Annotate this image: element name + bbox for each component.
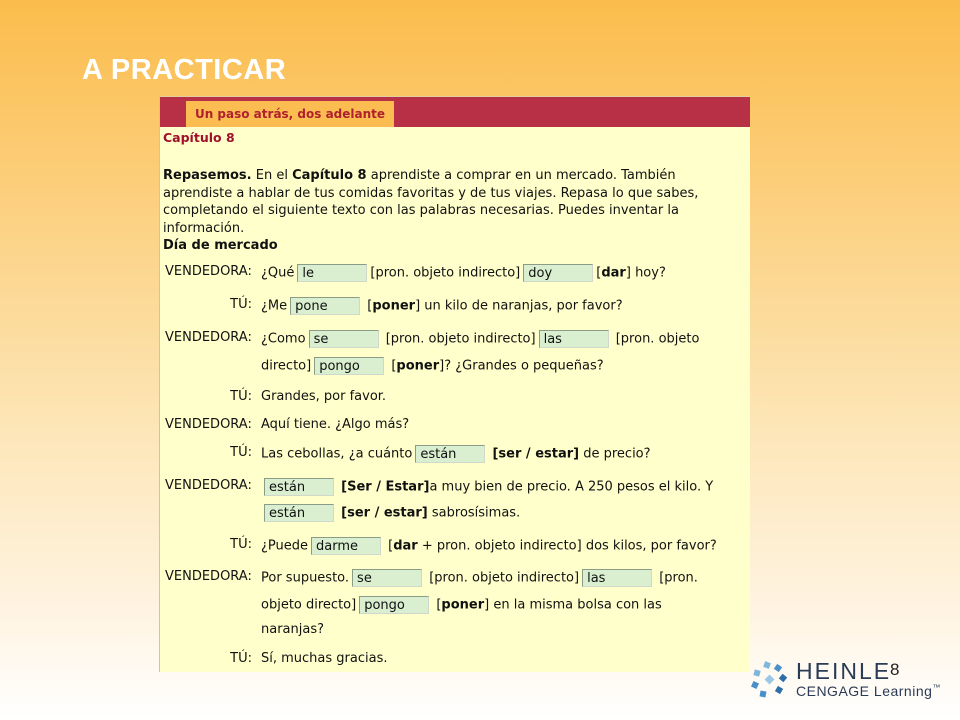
dialog-text: Las cebollas, ¿a cuánto xyxy=(261,446,413,462)
dialog-line-6 xyxy=(261,445,651,463)
speaker-label: TÚ: xyxy=(230,297,252,312)
verb-hint: dar xyxy=(393,538,418,554)
dialog-text: directo] xyxy=(261,358,312,374)
answer-field[interactable]: se xyxy=(352,569,422,587)
answer-field[interactable]: las xyxy=(582,569,652,587)
speaker-label: VENDEDORA: xyxy=(165,417,252,432)
speaker-label: TÚ: xyxy=(230,537,252,552)
dialog-text: ] en la misma bolsa con las xyxy=(484,597,662,613)
answer-field[interactable]: se xyxy=(309,330,379,348)
dialog-line-2 xyxy=(261,297,623,315)
heinle-cengage-logo xyxy=(748,658,948,706)
intro-text-b: aprendiste a comprar en un mercado. También aprendiste a hablar de tus comidas favoritas y de tus viajes. Repasa lo que sabes, completando el siguiente texto con las palabras necesarias. Puedes inventar la información. xyxy=(163,168,699,236)
intro-text xyxy=(163,167,743,237)
dialog-line-1-content xyxy=(261,264,666,282)
dialog-text: [pron. objeto indirecto] xyxy=(385,331,536,347)
answer-field[interactable]: están xyxy=(264,478,334,496)
dialog-text: [pron. xyxy=(659,570,698,586)
speaker-label: TÚ: xyxy=(230,445,252,460)
speaker-label: VENDEDORA: xyxy=(165,569,252,584)
cengage-mark-icon xyxy=(750,660,792,702)
dialog-text: [pron. objeto xyxy=(615,331,700,347)
slide-title: A PRACTICAR xyxy=(82,54,287,86)
dialog-text: + pron. objeto indirecto] dos kilos, por favor? xyxy=(417,538,717,554)
dialog-text: [ xyxy=(388,538,394,554)
answer-field[interactable]: están xyxy=(415,445,485,463)
speaker-label: TÚ: xyxy=(230,651,252,666)
dialog-text: hoy? xyxy=(635,265,666,281)
dialog-text: ¿Me xyxy=(261,298,288,314)
verb-hint: [ser / estar] xyxy=(341,505,428,521)
logo-cengage-label: CENGAGE Learning xyxy=(796,683,933,699)
dialog-text: [ xyxy=(367,298,373,314)
answer-field[interactable]: le xyxy=(297,264,367,282)
answer-field[interactable]: darme xyxy=(311,537,381,555)
verb-hint: [Ser / Estar] xyxy=(341,479,430,495)
dialog-text: ] xyxy=(625,265,631,281)
answer-field[interactable]: pone xyxy=(290,297,360,315)
logo-tm: ™ xyxy=(932,683,941,692)
answer-field[interactable]: pongo xyxy=(359,596,429,614)
section-title: Día de mercado xyxy=(163,238,278,253)
verb-hint: [ser / estar] xyxy=(492,446,580,462)
chapter-label: Capítulo 8 xyxy=(163,130,235,145)
dialog-text: ¿Como xyxy=(261,331,306,347)
dialog-text: Por supuesto. xyxy=(261,570,350,586)
dialog-line-3 xyxy=(261,330,699,348)
speaker-label: TÚ: xyxy=(230,389,252,404)
page-number: 8 xyxy=(890,660,900,679)
dialog-line-10: Sí, muchas gracias. xyxy=(261,651,388,666)
dialog-text: ]? ¿Grandes o pequeñas? xyxy=(439,358,604,374)
intro-text-a: En el xyxy=(251,168,293,183)
answer-field[interactable]: doy xyxy=(523,264,593,282)
verb-hint: poner xyxy=(372,298,416,314)
answer-field[interactable]: las xyxy=(539,330,609,348)
intro-lead: Repasemos. xyxy=(163,168,252,183)
dialog-text: objeto directo] xyxy=(261,597,357,613)
dialog-text: [ xyxy=(391,358,397,374)
dialog-text: de precio? xyxy=(583,446,651,462)
verb-hint: poner xyxy=(441,597,485,613)
answer-field[interactable]: están xyxy=(264,504,334,522)
dialog-line-3b xyxy=(261,357,604,375)
dialog-line-7 xyxy=(261,478,713,496)
dialog-text: ¿Puede xyxy=(261,538,308,554)
exercise-panel xyxy=(159,96,750,672)
dialog-text: sabrosísimas. xyxy=(431,505,521,521)
dialog-text: [pron. objeto indirecto] xyxy=(370,265,521,281)
intro-chapter: Capítulo 8 xyxy=(292,168,367,183)
dialog-text: [ xyxy=(436,597,442,613)
speaker-label: VENDEDORA: xyxy=(165,478,252,493)
speaker-label: VENDEDORA: xyxy=(165,330,252,345)
dialog-line-9 xyxy=(261,569,698,587)
dialog-line-7b xyxy=(261,504,520,522)
dialog-text: [pron. objeto indirecto] xyxy=(429,570,580,586)
logo-cengage-text xyxy=(796,683,941,699)
dialog-text: [ xyxy=(596,265,602,281)
dialog-line-1 xyxy=(165,264,252,279)
answer-field[interactable]: pongo xyxy=(314,357,384,375)
logo-heinle-text: HEINLE xyxy=(796,658,892,684)
dialog-line-9b xyxy=(261,596,662,614)
dialog-line-5: Aquí tiene. ¿Algo más? xyxy=(261,417,410,432)
verb-hint: dar xyxy=(601,265,626,281)
dialog-text: ] un kilo de naranjas, por favor? xyxy=(415,298,623,314)
dialog-line-4: Grandes, por favor. xyxy=(261,389,387,404)
dialog-line-8 xyxy=(261,537,717,555)
verb-hint: poner xyxy=(396,358,440,374)
dialog-text: a muy bien de precio. A 250 pesos el kilo. Y xyxy=(429,479,714,495)
tab-un-paso-atras[interactable]: Un paso atrás, dos adelante xyxy=(186,101,394,127)
dialog-text: ¿Qué xyxy=(261,265,295,281)
dialog-line-9c: naranjas? xyxy=(261,622,325,637)
speaker-label: VENDEDORA: xyxy=(165,264,252,279)
